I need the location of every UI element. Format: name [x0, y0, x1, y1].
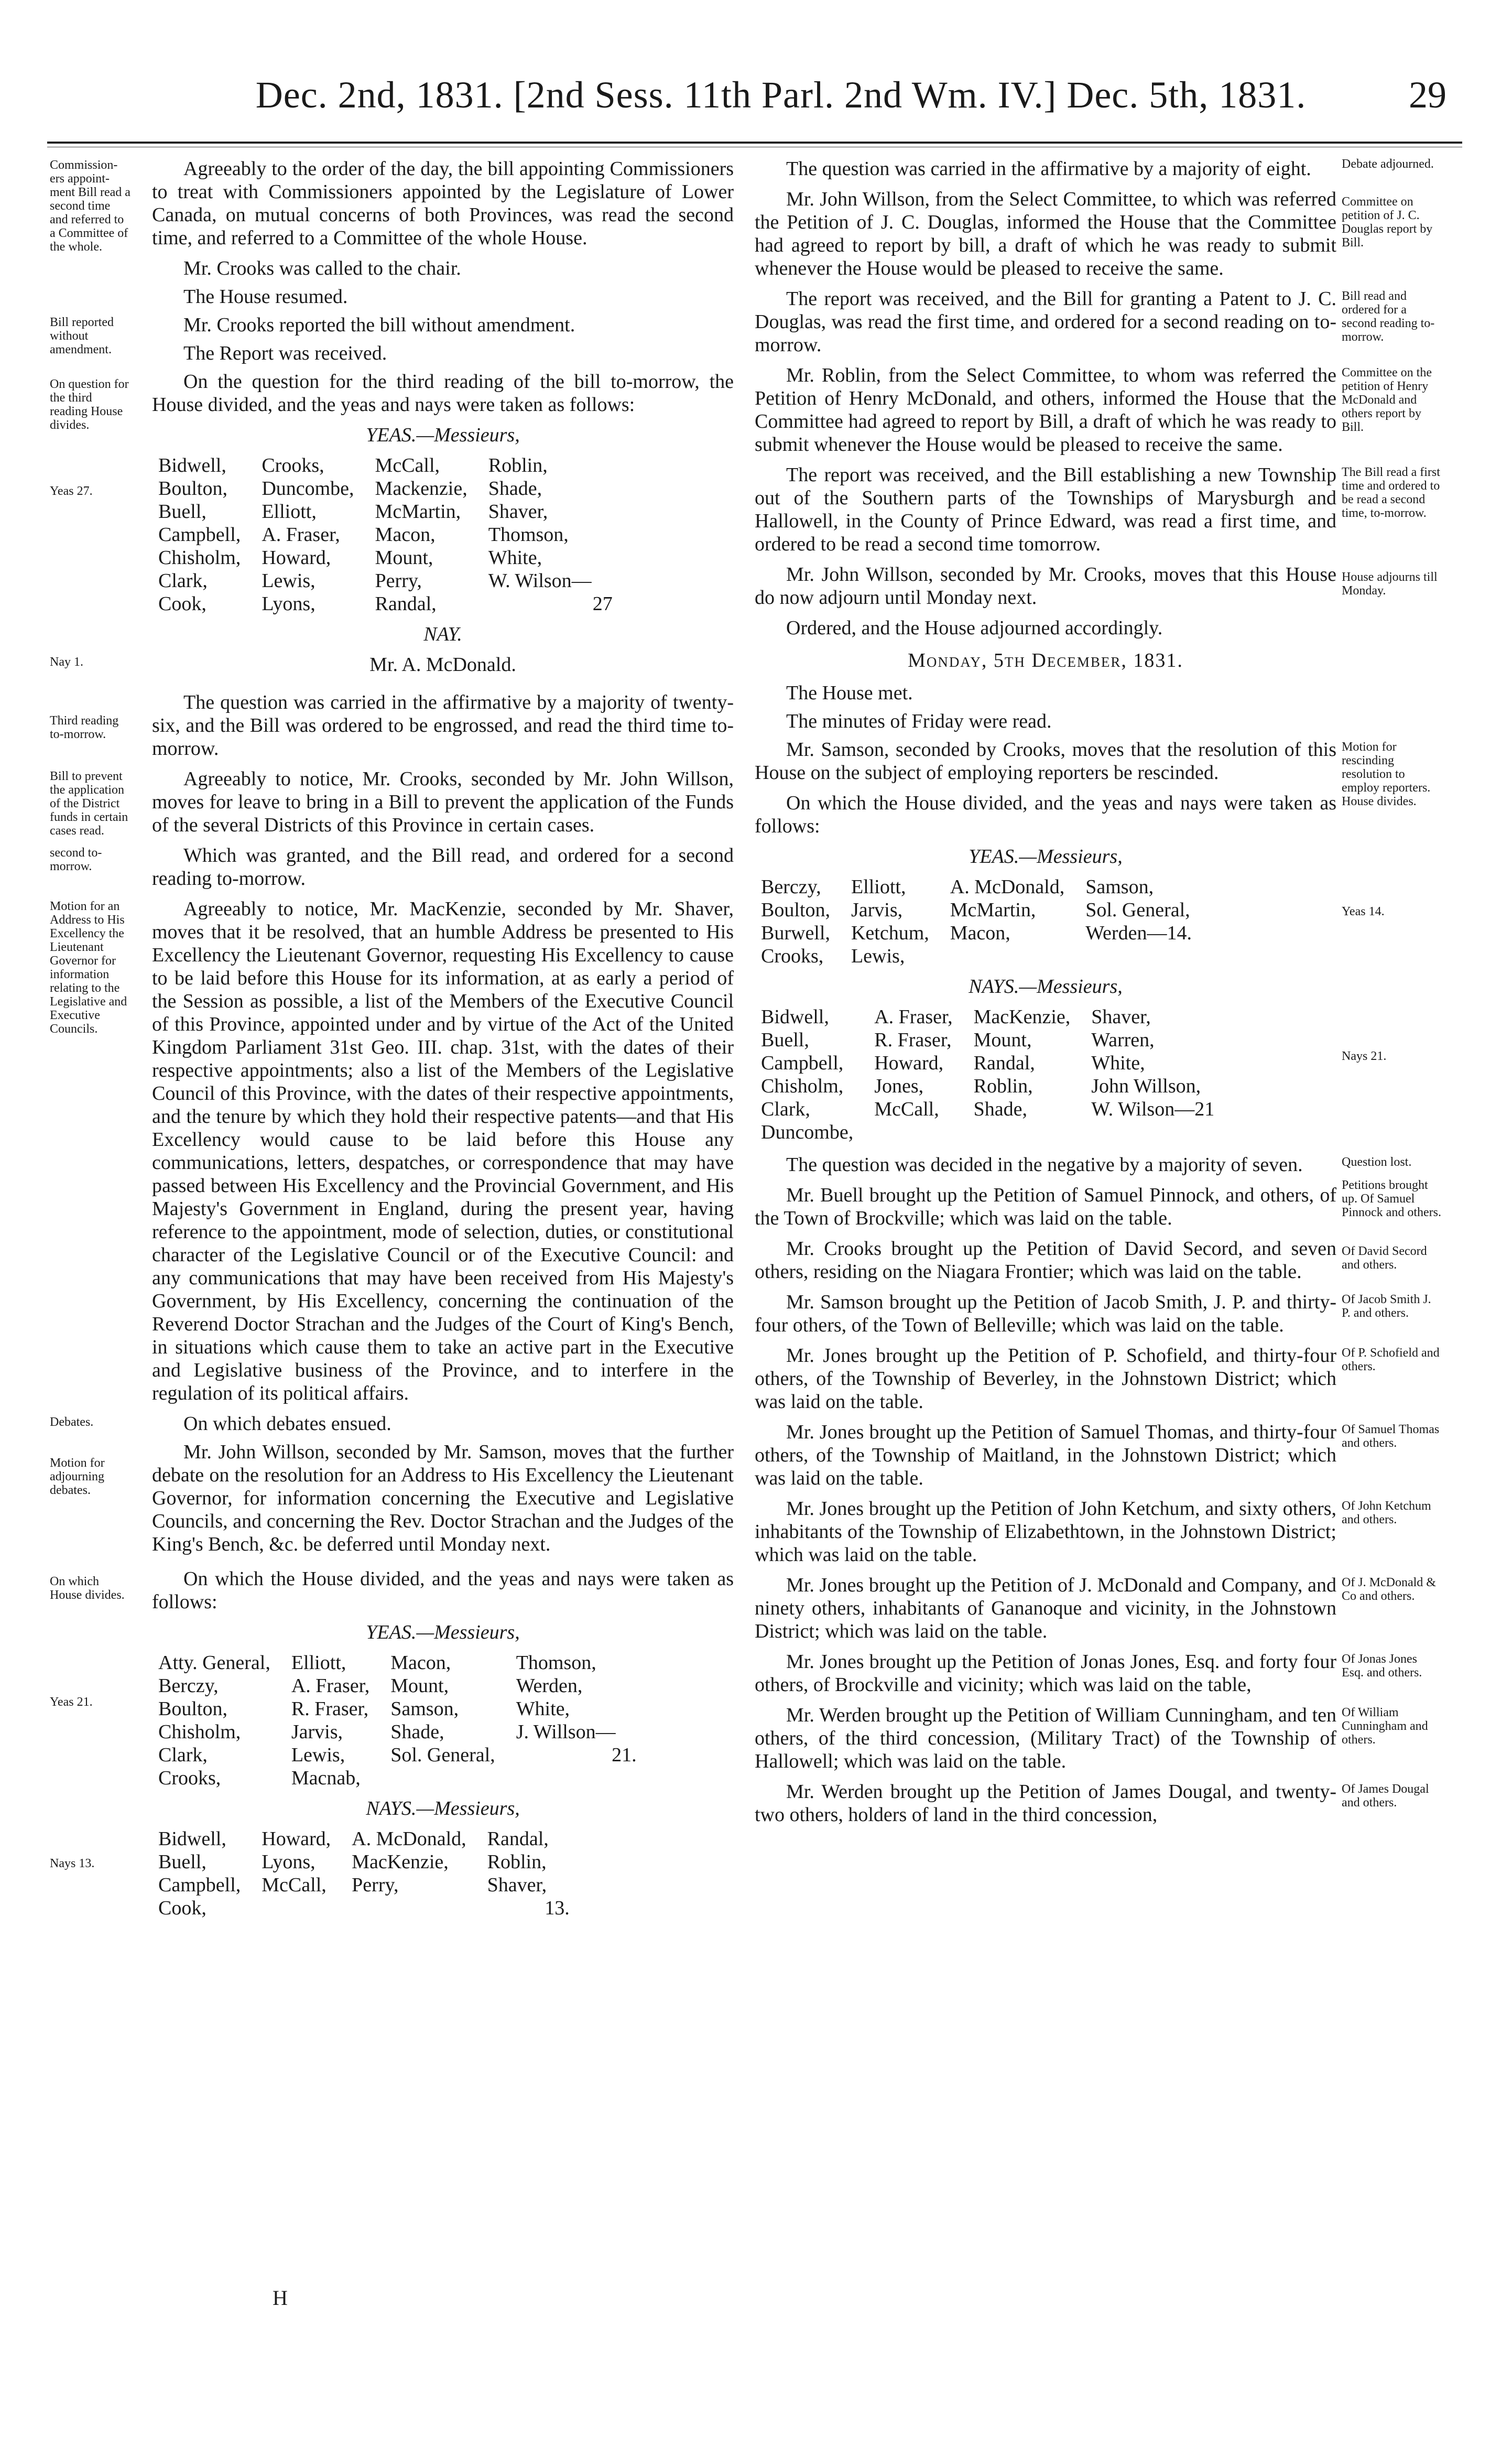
paragraph: Of William Cunningham and others. Mr. Werden brought up the Petition of William Cunningham, and ten others, of the third concession, (Military Tract) of the Township of Hallowell; which was laid on the table. — [755, 1704, 1336, 1773]
member-name: White, — [1091, 1052, 1145, 1074]
member-name: A. Fraser, — [262, 524, 340, 546]
paragraph: Motion for rescinding resolution to employ reporters. Mr. Samson, seconded by Crooks, moves that the resolution of this House on the subject of employing reporters be rescinded. — [755, 738, 1336, 784]
member-name: Chisholm, — [158, 547, 241, 569]
name-row — [761, 1075, 1235, 1098]
name-row — [158, 1827, 570, 1850]
paragraph: House adjourns till Monday. Mr. John Willson, seconded by Mr. Crooks, moves that this House do now adjourn until Monday next. — [755, 563, 1336, 609]
side-note: Bill read and ordered for a second reading to-morrow. — [1342, 289, 1435, 344]
left-column — [50, 157, 734, 1925]
member-name: Atty. General, — [158, 1652, 270, 1674]
side-note: The Bill read a first time and ordered to be read a second time, to-morrow. — [1342, 465, 1440, 520]
paragraph: Bill read and ordered for a second reading to-morrow. The report was received, and the Bill for granting a Patent to J. C. Douglas, was read the first time, and ordered for a second reading on to-morrow. — [755, 287, 1336, 356]
member-name: Sol. General, — [1085, 899, 1190, 921]
member-name — [950, 945, 1085, 968]
member-name: W. Wilson—21 — [1091, 1098, 1215, 1120]
name-row — [761, 875, 1213, 898]
paragraph: The House met. — [786, 682, 913, 704]
paragraph: Third reading to-morrow. The question was carried in the affirmative by a majority of twenty-six, and the Bill was ordered to be engrossed, and read the third time to-morrow. — [50, 691, 734, 760]
side-note: Of Samuel Thomas and others. — [1342, 1423, 1440, 1450]
member-name: Buell, — [158, 501, 206, 523]
member-name: Campbell, — [761, 1052, 844, 1074]
side-note: Of J. McDonald & Co and others. — [1342, 1576, 1436, 1603]
member-name: Jarvis, — [291, 1721, 343, 1743]
member-name: R. Fraser, — [874, 1029, 952, 1051]
member-name: Boulton, — [158, 478, 227, 500]
member-name: Jarvis, — [851, 899, 903, 921]
member-name: Elliott, — [262, 501, 317, 523]
member-name: Clark, — [761, 1098, 810, 1120]
paragraph: Debate adjourned. The question was carried in the affirmative by a majority of eight. — [755, 157, 1336, 180]
member-name: Macon, — [950, 922, 1010, 944]
side-note: Of Jacob Smith J. P. and others. — [1342, 1293, 1431, 1320]
paragraph: Of Jacob Smith J. P. and others. Mr. Samson brought up the Petition of Jacob Smith, J. P. and thirty-four others, of the Town of Belleville; which was laid on the table. — [755, 1291, 1336, 1337]
paragraph: Bill reported without amendment. Mr. Crooks reported the bill without amendment. — [50, 314, 575, 356]
paragraph: The Report was received. — [183, 342, 387, 364]
paragraph: Motion for an Address to His Excellency the Lieutenant Governor for information relating to the Legislative and Executive Councils. Agreeably to notice, Mr. MacKenzie, seconded by Mr. Shaver, moves that it be resolved, that an humble Address be presented to His Excellency the Lieutenant Governor, requesting His Excellency to cause to be laid before this House for its information, at as early a period of the Session as possible, a list of the Members of the Executive Council of this Province, appointed under and by virtue of the Act of the United Kingdom Parliament 31st Geo. III. chap. 31st, with the dates of their respective appointments; also a list of the Members of the Legislative Council of this Province, with the dates of their respective appointments, and the tenure by which they hold their respective patents—and that His Excellency would cause to be laid before this House any communications, letters, despatches, or correspondence that may have passed between His Excellency and the Provincial Government, and His Majesty's Government in England, during the present year, having reference to the appointment, mode of selection, duties, or constitutional character of the Legislative Council or of the Executive Council: and any communications that may have been received from His Majesty's Government, by His Excellency, concerning the continuation of the Reverend Doctor Strachan and the Judges of the Court of King's Bench, in situations which cause them to take an active part in the Executive and Legislative business of the Province, and to interfere in the regulation of its political affairs. — [50, 898, 734, 1404]
member-name: Roblin, — [488, 454, 548, 476]
paragraph: Commission-ers appoint-ment Bill read a second time and referred to a Committee of the whole. Agreeably to the order of the day, the bill appointing Commissioners to treat with Commissioners appointed by the Legislature of Lower Canada, on mutual concerns of both Provinces, was read the second time, and referred to a Committee of the whole House. — [50, 158, 734, 254]
member-name: Werden—14. — [1085, 922, 1192, 944]
side-note: Committee on petition of J. C. Douglas report by Bill. — [1342, 195, 1433, 250]
member-name: Randal, — [375, 593, 437, 615]
side-note: House divides. — [1342, 795, 1417, 808]
name-row — [158, 454, 613, 477]
paragraph: Of John Ketchum and others. Mr. Jones brought up the Petition of John Ketchum, and sixty others, inhabitants of the Township of Elizabethtown, in the Johnstown District; which was laid on the table. — [755, 1497, 1336, 1566]
side-note: On which House divides. — [50, 1575, 125, 1602]
member-name: 13. — [545, 1897, 570, 1919]
member-name — [390, 1767, 516, 1790]
name-row — [158, 1850, 570, 1873]
member-name: Samson, — [1085, 876, 1154, 898]
side-note: Debate adjourned. — [1342, 157, 1434, 171]
paragraph: Committee on petition of J. C. Douglas report by Bill. Mr. John Willson, from the Select Committee, to which was referred the Petition of J. C. Douglas, informed the House that the Committee had agreed to report by bill, a draft of which he was ready to submit whenever the House would be pleased to receive the same. — [755, 188, 1336, 280]
member-name: Lewis, — [291, 1744, 345, 1766]
side-note: Yeas 21. — [50, 1695, 93, 1709]
member-name: McCall, — [262, 1874, 327, 1896]
member-name: Duncombe, — [761, 1121, 854, 1143]
member-name: Randal, — [973, 1052, 1035, 1074]
side-note: Of William Cunningham and others. — [1342, 1706, 1428, 1747]
member-name: Berczy, — [761, 876, 821, 898]
member-name: Perry, — [352, 1874, 399, 1896]
member-name: Clark, — [158, 570, 208, 592]
yeas-list — [158, 1651, 637, 1790]
side-note: Yeas 27. — [50, 484, 93, 498]
name-row — [761, 945, 1213, 968]
member-name: Mount, — [375, 547, 433, 569]
member-name: Macon, — [375, 524, 436, 546]
side-note: Nay 1. — [50, 655, 83, 669]
member-name: 21. — [612, 1744, 637, 1766]
paragraph: Debates. On which debates ensued. — [50, 1413, 391, 1435]
member-name: Lewis, — [851, 945, 905, 967]
name-row — [761, 1121, 1235, 1144]
member-name: White, — [516, 1698, 570, 1720]
name-row — [158, 1897, 570, 1920]
paragraph: Of James Dougal and others. Mr. Werden brought up the Petition of James Dougal, and twenty-two others, holders of land in the third concession, — [755, 1780, 1336, 1826]
member-name — [262, 1897, 352, 1920]
yeas-list — [158, 454, 613, 615]
name-row — [158, 477, 613, 500]
side-note: second to-morrow. — [50, 846, 102, 873]
side-note: Nays 13. — [50, 1857, 95, 1870]
member-name: W. Wilson— — [488, 570, 592, 592]
side-note: Of James Dougal and others. — [1342, 1782, 1429, 1810]
member-name: Perry, — [375, 570, 422, 592]
member-name: A. McDonald, — [352, 1828, 466, 1850]
name-row — [158, 1743, 637, 1767]
side-note: Committee on the petition of Henry McDonald and others report by Bill. — [1342, 366, 1432, 434]
paragraph: House divides. On which the House divided, and the yeas and nays were taken as follows: — [755, 792, 1336, 838]
paragraph: Ordered, and the House adjourned accordingly. — [786, 617, 1163, 639]
member-name: Werden, — [516, 1675, 583, 1697]
member-name: John Willson, — [1091, 1075, 1201, 1097]
name-row — [761, 922, 1213, 945]
name-row — [158, 569, 613, 592]
paragraph: Mr. Crooks was called to the chair. — [183, 257, 461, 279]
member-name: A. Fraser, — [874, 1006, 953, 1028]
side-note: Third reading to-morrow. — [50, 714, 119, 741]
member-name — [1091, 1121, 1235, 1144]
member-name: Shade, — [973, 1098, 1027, 1120]
paragraph: The Bill read a first time and ordered to be read a second time, to-morrow. The report was received, and the Bill establishing a new Township out of the Southern parts of the Townships of Marysburgh and Hallowell, in the County of Prince Edward, was read a first time, and ordered to be read a second time tomorrow. — [755, 463, 1336, 556]
member-name: Chisholm, — [761, 1075, 844, 1097]
member-name: Boulton, — [158, 1698, 227, 1720]
member-name — [874, 1121, 973, 1144]
name-row — [158, 546, 613, 569]
paragraph: Of P. Schofield and others. Mr. Jones brought up the Petition of P. Schofield, and thirty-four others, of the Township of Beverley, in the Johnstown District; which was laid on the table. — [755, 1344, 1336, 1413]
side-note: Bill to prevent the application of the District funds in certain cases read. — [50, 770, 128, 838]
side-note: Of Jonas Jones Esq. and others. — [1342, 1652, 1422, 1680]
division-heading: NAYS.—Messieurs, — [366, 1797, 520, 1819]
member-name: Mount, — [390, 1675, 449, 1697]
member-name — [1085, 945, 1213, 968]
division-heading: YEAS.—Messieurs, — [366, 424, 520, 446]
member-name: Ketchum, — [851, 922, 929, 944]
member-name: Crooks, — [761, 945, 824, 967]
yeas-list — [761, 875, 1213, 968]
member-name: Sol. General, — [390, 1744, 495, 1766]
name-row — [158, 1767, 637, 1790]
member-name: Campbell, — [158, 1874, 241, 1896]
side-note: Nays 21. — [1342, 1049, 1387, 1063]
member-name: Warren, — [1091, 1029, 1155, 1051]
paragraph: Committee on the petition of Henry McDonald and others report by Bill. Mr. Roblin, from the Select Committee, to whom was referred the Petition of Henry McDonald, and others, informed the House that the Committee had agreed to report by Bill, a draft of which he was ready to submit whenever the House would be pleased to receive the same. — [755, 364, 1336, 456]
name-row — [158, 592, 613, 615]
member-name: Cook, — [158, 593, 206, 615]
paragraph: Of Jonas Jones Esq. and others. Mr. Jones brought up the Petition of Jonas Jones, Esq. and forty four others, of Brockville and vicinity; which was laid on the table, — [755, 1650, 1336, 1696]
member-name: MacKenzie, — [352, 1851, 449, 1873]
member-name: Bidwell, — [158, 454, 226, 476]
side-note: On question for the third reading House divides. — [50, 377, 129, 432]
nays-list — [761, 1005, 1235, 1144]
member-name: Cook, — [158, 1897, 206, 1919]
member-name: Shade, — [390, 1721, 444, 1743]
member-name: Buell, — [761, 1029, 809, 1051]
name-row — [761, 1052, 1235, 1075]
paragraph: Motion for adjourning debates. Mr. John Willson, seconded by Mr. Samson, moves that the further debate on the resolution for an Address to His Excellency the Lieutenant Governor, for information concerning the Executive and Legislative Councils, and concerning the Rev. Doctor Strachan and the Judges of the King's Bench, &c. be deferred until Monday next. — [50, 1441, 734, 1555]
member-name: White, — [488, 547, 542, 569]
division-heading: YEAS.—Messieurs, — [366, 1621, 520, 1643]
member-name: Thomson, — [488, 524, 569, 546]
member-name: R. Fraser, — [291, 1698, 369, 1720]
member-name: Bidwell, — [158, 1828, 226, 1850]
member-name: Crooks, — [262, 454, 324, 476]
member-name: Boulton, — [761, 899, 830, 921]
paragraph: The House resumed. — [183, 286, 348, 308]
member-name: 27 — [592, 593, 613, 615]
side-note: Commission-ers appoint-ment Bill read a second time and referred to a Committee of the whole. — [50, 158, 130, 254]
member-name: McCall, — [874, 1098, 939, 1120]
member-name: Chisholm, — [158, 1721, 241, 1743]
division-heading: NAYS.—Messieurs, — [969, 976, 1123, 998]
side-note: Motion for an Address to His Excellency the Lieutenant Governor for information relating to the Legislative and Executive Councils. — [50, 900, 127, 1036]
member-name: Mount, — [973, 1029, 1032, 1051]
page-number: 29 — [1409, 74, 1446, 116]
member-name: Shaver, — [1091, 1006, 1151, 1028]
name-row — [158, 1697, 637, 1720]
name-row — [158, 523, 613, 546]
division-heading: NAY. — [423, 623, 462, 645]
side-note: Of John Ketchum and others. — [1342, 1499, 1431, 1526]
name-row — [158, 1651, 637, 1674]
paragraph: On which House divides. On which the House divided, and the yeas and nays were taken as follows: — [50, 1568, 734, 1613]
name-row — [761, 1005, 1235, 1028]
name-row — [158, 1674, 637, 1697]
date-heading: Monday, 5th December, 1831. — [908, 649, 1183, 671]
member-name: Lyons, — [262, 1851, 316, 1873]
member-name: McCall, — [375, 454, 440, 476]
member-name — [974, 1121, 1092, 1144]
name-row — [761, 1098, 1235, 1121]
member-name: A. Fraser, — [291, 1675, 370, 1697]
paragraph: Of David Secord and others. Mr. Crooks brought up the Petition of David Secord, and seven others, residing on the Niagara Frontier; which was laid on the table. — [755, 1237, 1336, 1283]
member-name: MacKenzie, — [973, 1006, 1071, 1028]
name-row — [761, 1028, 1235, 1052]
side-note: House adjourns till Monday. — [1342, 570, 1438, 598]
member-name: Bidwell, — [761, 1006, 829, 1028]
side-note: Of David Secord and others. — [1342, 1244, 1427, 1272]
member-name: Crooks, — [158, 1767, 221, 1789]
member-name: Lyons, — [262, 593, 316, 615]
member-name: Elliott, — [291, 1652, 346, 1674]
member-name: Randal, — [487, 1828, 549, 1850]
paragraph: Nay 1. Mr. A. McDonald. — [50, 654, 516, 676]
member-name: Howard, — [262, 547, 331, 569]
member-name: Shaver, — [487, 1874, 547, 1896]
member-name: McMartin, — [375, 501, 461, 523]
member-name: Jones, — [874, 1075, 924, 1097]
member-name: Duncombe, — [262, 478, 354, 500]
side-note: Debates. — [50, 1415, 94, 1429]
header-rule — [47, 142, 1462, 144]
paragraph: Question lost. The question was decided in the negative by a majority of seven. — [755, 1153, 1336, 1176]
member-name: Buell, — [158, 1851, 206, 1873]
page-header — [147, 73, 1446, 131]
member-name: Macon, — [390, 1652, 451, 1674]
member-name: Howard, — [874, 1052, 944, 1074]
side-note: Motion for rescinding resolution to employ reporters. — [1342, 740, 1431, 795]
member-name: Howard, — [262, 1828, 331, 1850]
paragraph: second to-morrow. Which was granted, and the Bill read, and ordered for a second reading to-morrow. — [50, 844, 734, 890]
member-name: Elliott, — [851, 876, 906, 898]
side-note: Motion for adjourning debates. — [50, 1456, 105, 1497]
side-note: Yeas 14. — [1342, 905, 1385, 918]
paragraph: Of Samuel Thomas and others. Mr. Jones brought up the Petition of Samuel Thomas, and thirty-four others, of the Township of Maitland, in the Johnstown District; which was laid on the table. — [755, 1421, 1336, 1490]
name-row — [761, 898, 1213, 922]
paragraph: Of J. McDonald & Co and others. Mr. Jones brought up the Petition of J. McDonald and Company, and ninety others, inhabitants of Gananoque and vicinity, in the Johnstown District; which was laid on the table. — [755, 1574, 1336, 1643]
member-name: J. Willson— — [516, 1721, 616, 1743]
paragraph: On question for the third reading House divides. On the question for the third reading of the bill to-morrow, the House divided, and the yeas and nays were taken as follows: — [50, 371, 734, 432]
member-name: Berczy, — [158, 1675, 219, 1697]
side-note: Petitions brought up. Of Samuel Pinnock and others. — [1342, 1178, 1441, 1219]
side-note: Bill reported without amendment. — [50, 316, 114, 356]
name-row — [158, 1720, 637, 1743]
right-column — [755, 157, 1441, 1834]
paragraph: The minutes of Friday were read. — [786, 710, 1052, 732]
member-name: Shade, — [488, 478, 542, 500]
nays-list — [158, 1827, 570, 1920]
paragraph: Petitions brought up. Of Samuel Pinnock and others. Mr. Buell brought up the Petition of Samuel Pinnock, and others, of the Town of Brockville; which was laid on the table. — [755, 1178, 1441, 1229]
member-name: A. McDonald, — [950, 876, 1065, 898]
running-head: Dec. 2nd, 1831. [2nd Sess. 11th Parl. 2nd Wm. IV.] Dec. 5th, 1831. — [255, 74, 1307, 116]
signature-mark: H — [273, 2286, 288, 2310]
division-heading: YEAS.—Messieurs, — [969, 846, 1123, 868]
side-note: Question lost. — [1342, 1155, 1412, 1169]
member-name: Clark, — [158, 1744, 208, 1766]
member-name: Burwell, — [761, 922, 830, 944]
member-name: Samson, — [390, 1698, 459, 1720]
member-name: Lewis, — [262, 570, 316, 592]
member-name: Shaver, — [488, 501, 548, 523]
member-name: Macnab, — [291, 1767, 361, 1789]
paragraph: Bill to prevent the application of the District funds in certain cases read. Agreeably to notice, Mr. Crooks, seconded by Mr. John Willson, moves for leave to bring in a Bill to prevent the application of the Funds of the several Districts of this Province in certain cases. — [50, 768, 734, 838]
member-name — [516, 1767, 637, 1790]
side-note: Of P. Schofield and others. — [1342, 1346, 1440, 1373]
member-name: Roblin, — [487, 1851, 547, 1873]
member-name: Roblin, — [973, 1075, 1033, 1097]
member-name: Campbell, — [158, 524, 241, 546]
member-name: McMartin, — [950, 899, 1036, 921]
name-row — [158, 500, 613, 523]
name-row — [158, 1873, 570, 1897]
member-name: Thomson, — [516, 1652, 596, 1674]
member-name: Mackenzie, — [375, 478, 467, 500]
member-name — [352, 1897, 487, 1920]
